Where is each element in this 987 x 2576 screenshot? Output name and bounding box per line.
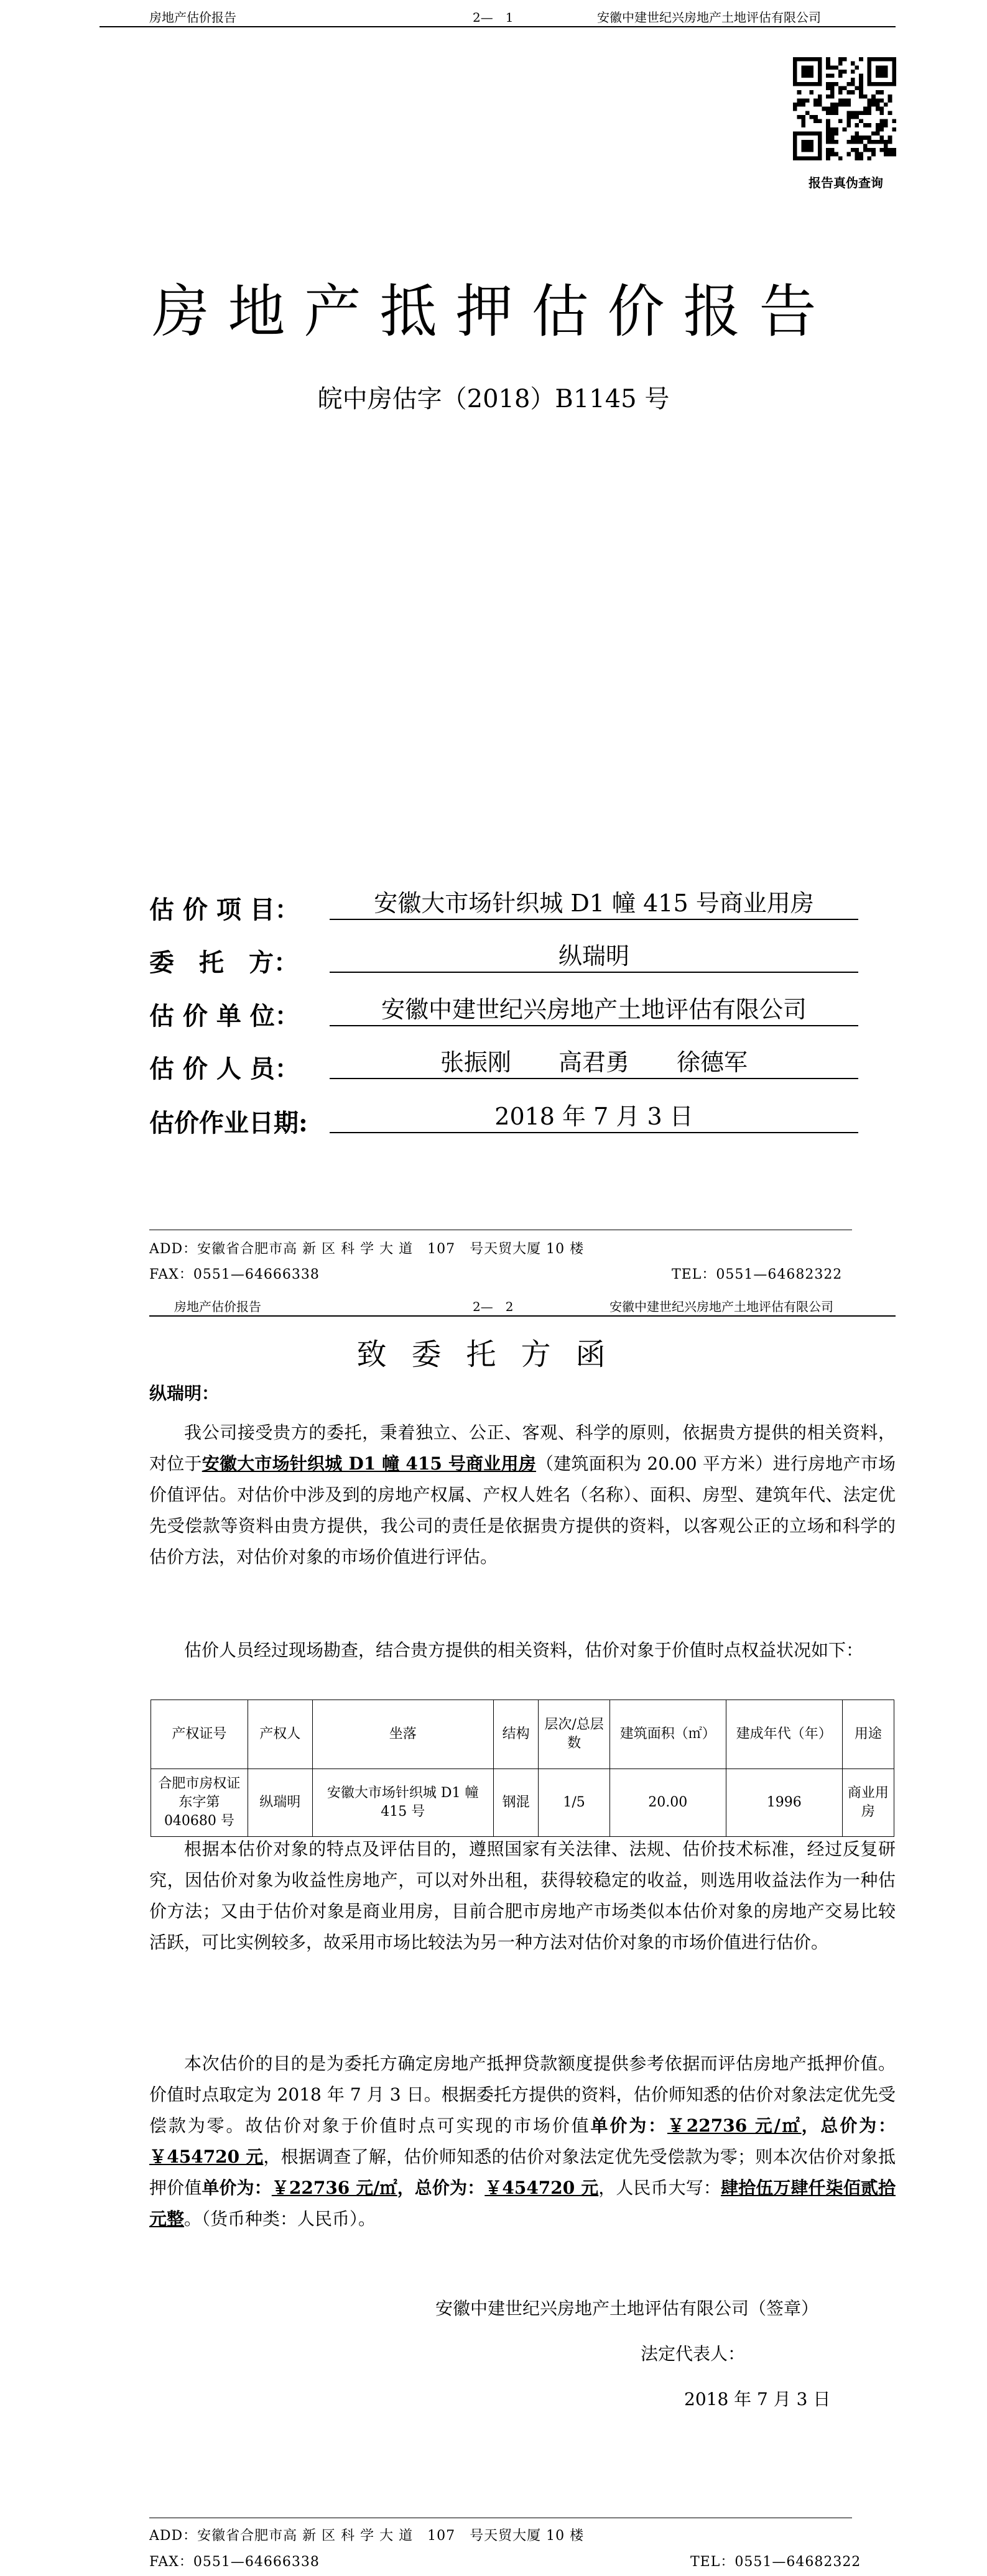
- report-number: 皖中房估字（2018）B1145 号: [317, 385, 670, 413]
- paragraph-survey: 估价人员经过现场勘查，结合贵方提供的相关资料，估价对象于价值时点权益状况如下：: [184, 1640, 864, 1660]
- table-header: 层次/总层数: [539, 1700, 609, 1769]
- header-page-number: 2— 2: [473, 1299, 514, 1314]
- field-label-appraiser-company: 估 价 单 位：: [149, 1001, 300, 1031]
- table-cell: 钢混: [493, 1769, 539, 1837]
- table-header: 产权人: [248, 1700, 312, 1769]
- table-cell: 商业用房: [842, 1769, 894, 1837]
- table-cell: 1996: [726, 1769, 842, 1837]
- field-value-appraisers: 张振刚 高君勇 徐德军: [330, 1047, 858, 1079]
- field-value-client: 纵瑞明: [330, 941, 858, 973]
- header-left: 房地产估价报告: [174, 1299, 261, 1314]
- footer-address: ADD：安徽省合肥市高 新 区 科 学 大 道 107 号天贸大厦 10 楼: [149, 1241, 585, 1257]
- table-header: 建筑面积（㎡）: [609, 1700, 726, 1769]
- field-value-project: 安徽大市场针织城 D1 幢 415 号商业用房: [330, 888, 858, 920]
- field-label-project: 估 价 项 目：: [149, 895, 300, 924]
- table-header: 坐落: [312, 1700, 493, 1769]
- header-rule: [149, 1315, 896, 1317]
- table-header: 产权证号: [151, 1700, 248, 1769]
- table-cell: 20.00: [609, 1769, 726, 1837]
- signature-representative: 法定代表人：: [641, 2344, 746, 2364]
- table-row: [151, 1769, 894, 1837]
- table-header: 用途: [842, 1700, 894, 1769]
- field-label-client: 委 托 方：: [149, 948, 299, 977]
- table-cell: 安徽大市场针织城 D1 幢 415 号: [312, 1769, 493, 1837]
- table-cell: 纵瑞明: [248, 1769, 312, 1837]
- letter-title: 致委托方函: [356, 1337, 631, 1372]
- qr-code-icon[interactable]: [793, 57, 896, 160]
- footer-fax: FAX：0551—64666338: [149, 1267, 320, 1282]
- table-header-row: [151, 1700, 894, 1769]
- header-right: 安徽中建世纪兴房地产土地评估有限公司: [609, 1299, 833, 1314]
- header-right: 安徽中建世纪兴房地产土地评估有限公司: [597, 10, 821, 25]
- paragraph-method: 根据本估价对象的特点及评估目的，遵照国家有关法律、法规、估价技术标准，经过反复研究，因估价对象为收益性房地产，可以对外出租，获得较稳定的收益，则选用收益法作为一种估价方法；又由于估价对象是商业用房，目前合肥市房地产市场类似本估价对象的房地产交易比较活跃，可比实例较多，故采用市场比较法为另一种方法对估价对象的市场价值进行估价。: [149, 1839, 896, 1953]
- header-left: 房地产估价报告: [149, 10, 236, 25]
- field-label-appraisers: 估 价 人 员：: [149, 1054, 300, 1083]
- salutation: 纵瑞明：: [149, 1383, 220, 1404]
- report-title: 房地产抵押估价报告: [152, 278, 835, 345]
- footer-tel: TEL：0551—64682322: [672, 1267, 843, 1282]
- signature-company: 安徽中建世纪兴房地产土地评估有限公司（签章）: [435, 2298, 819, 2319]
- field-value-appraiser-company: 安徽中建世纪兴房地产土地评估有限公司: [330, 994, 858, 1026]
- table-header: 建成年代（年）: [726, 1700, 842, 1769]
- table-cell: 合肥市房权证东字第 040680 号: [151, 1769, 248, 1837]
- table-header: 结构: [493, 1700, 539, 1769]
- paragraph-valuation: 本次估价的目的是为委托方确定房地产抵押贷款额度提供参考依据而评估房地产抵押价值。价值时点取定为 2018 年 7 月 3 日。根据委托方提供的资料，估价师知悉的估价对象法定优先受偿款为零。故估价对象于价值时点可实现的市场价值单价为：￥22736 元/㎡，总价为：￥454720 元，根据调查了解，估价师知悉的估价对象法定优先受偿款为零；则本次估价对象抵押价值单价为：￥22736 元/㎡，总价为：￥454720 元，人民币大写：肆拾伍万肆仟柒佰贰拾元整。（货币种类：人民币）。: [149, 2053, 896, 2229]
- table-cell: 1/5: [539, 1769, 609, 1837]
- paragraph-engagement: 我公司接受贵方的委托，秉着独立、公正、客观、科学的原则，依据贵方提供的相关资料，对位于安徽大市场针织城 D1 幢 415 号商业用房（建筑面积为 20.00 平方米）进行房地产市场价值评估。对估价中涉及到的房地产权属、产权人姓名（名称）、面积、房型、建筑年代、法定优先受偿款等资料由贵方提供，我公司的责任是依据贵方提供的资料，以客观公正的立场和科学的估价方法，对估价对象的市场价值进行评估。: [149, 1422, 896, 1567]
- field-label-date: 估价作业日期:: [149, 1108, 308, 1138]
- signature-date: 2018 年 7 月 3 日: [684, 2389, 831, 2409]
- qr-caption: 报告真伪查询: [809, 175, 883, 190]
- footer-address: ADD：安徽省合肥市高 新 区 科 学 大 道 107 号天贸大厦 10 楼: [149, 2528, 585, 2544]
- footer-tel: TEL：0551—64682322: [690, 2554, 861, 2570]
- header-page-number: 2— 1: [473, 10, 514, 25]
- header-rule: [100, 26, 896, 27]
- property-table: [151, 1700, 894, 1837]
- field-value-date: 2018 年 7 月 3 日: [330, 1101, 858, 1133]
- footer-fax: FAX：0551—64666338: [149, 2554, 320, 2570]
